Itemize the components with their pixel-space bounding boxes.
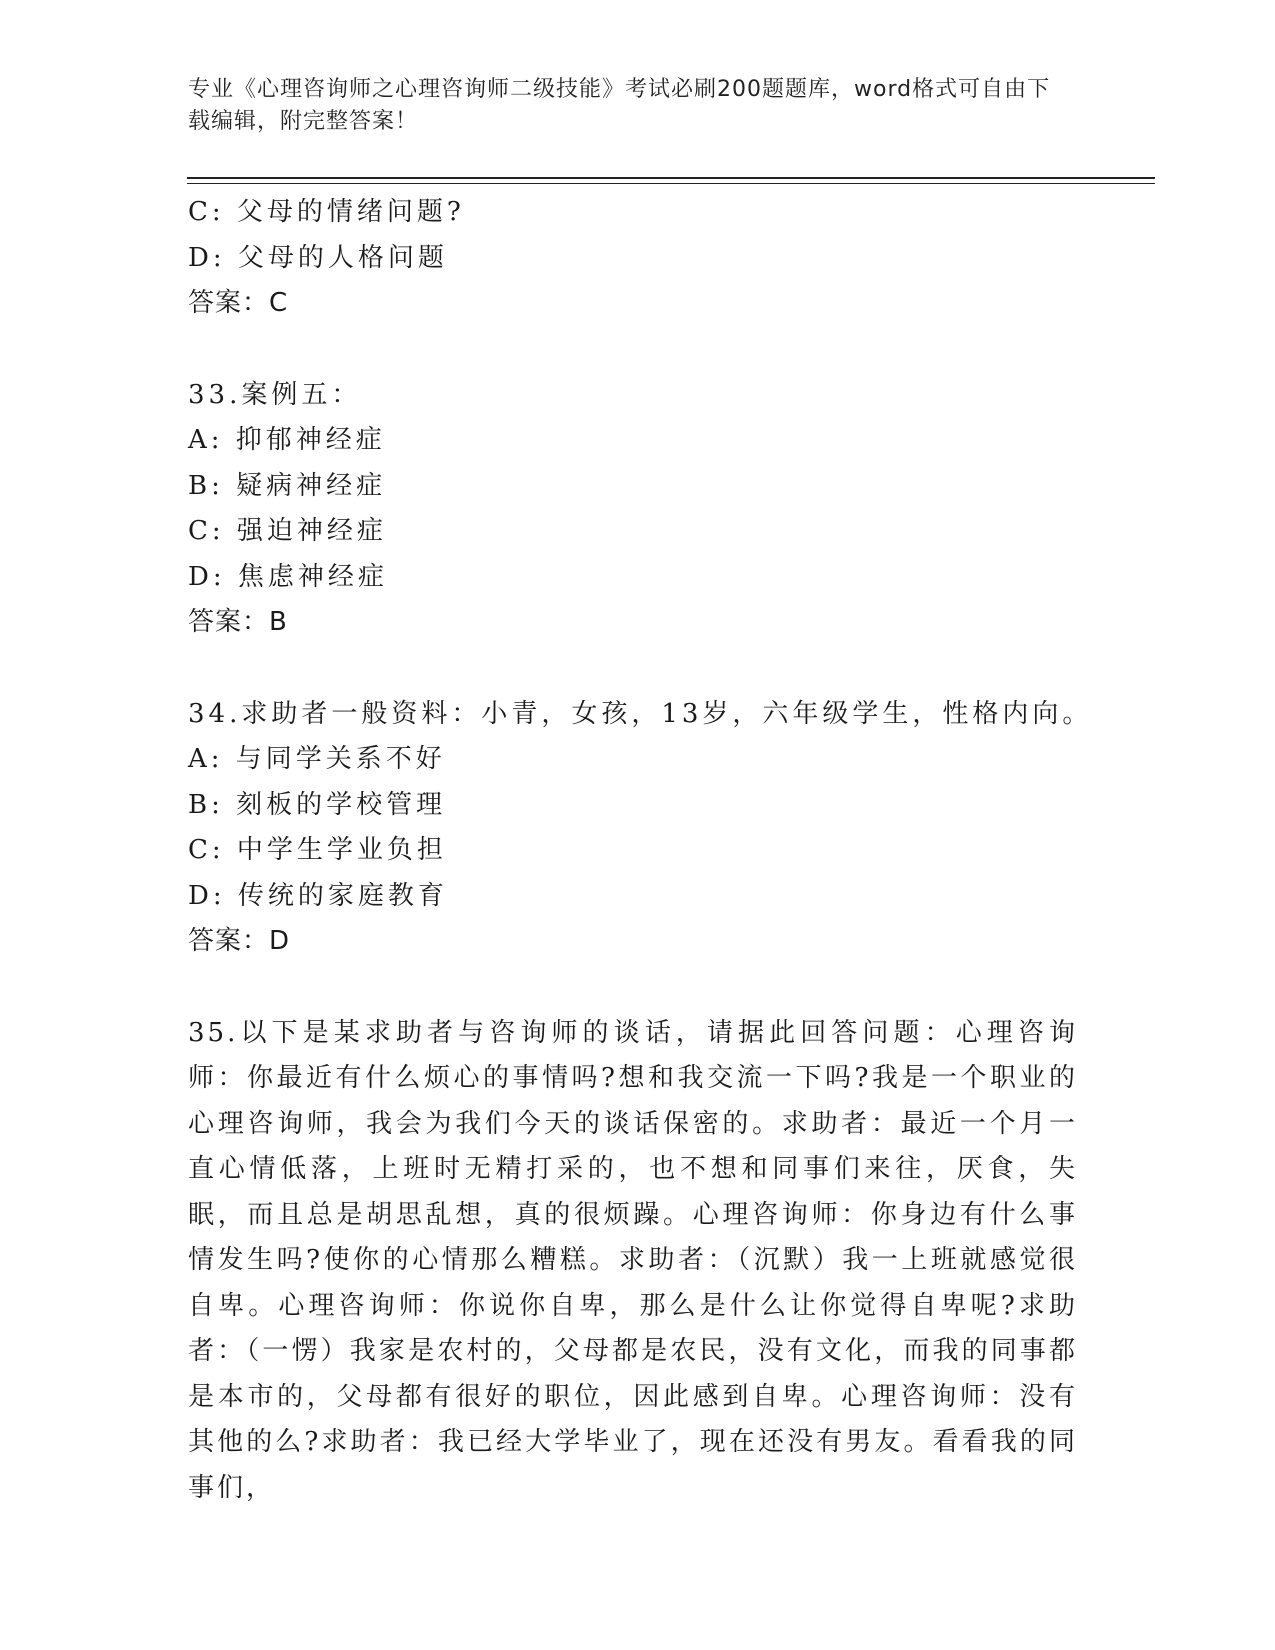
document-body (188, 190, 1093, 1511)
question-text: 35.以下是某求助者与咨询师的谈话，请据此回答问题：心理咨询师：你最近有什么烦心的事情吗?想和我交流一下吗?我是一个职业的心理咨询师，我会为我们今天的谈话保密的。求助者：最近一个月一直心情低落，上班时无精打采的，也不想和同事们来往，厌食，失眠，而且总是胡思乱想，真的很烦躁。心理咨询师：你身边有什么事情发生吗?使你的心情那么糟糕。求助者：（沉默）我一上班就感觉很自卑。心理咨询师：你说你自卑，那么是什么让你觉得自卑呢?求助者：（一愣）我家是农村的，父母都是农民，没有文化，而我的同事都是本市的，父母都有很好的职位，因此感到自卑。心理咨询师：没有其他的么?求助者：我已经大学毕业了，现在还没有男友。看看我的同事们， (188, 1017, 1078, 1503)
option-b: B: 刻板的学校管理 (188, 789, 447, 820)
option-d: D: 父母的人格问题 (188, 242, 448, 273)
answer-line: 答案：B (188, 607, 288, 637)
option-b: B: 疑病神经症 (188, 470, 387, 501)
block-spacer (188, 646, 1088, 692)
option-a: A: 抑郁神经症 (188, 425, 386, 455)
answer-line: 答案：D (188, 926, 291, 956)
header-rule-thick (187, 177, 1155, 179)
option-a: A: 与同学关系不好 (188, 744, 446, 774)
block-spacer (188, 327, 1088, 373)
question-block-prev (188, 190, 1088, 327)
question-text: 33.案例五： (188, 379, 362, 410)
option-c: C: 中学生学业负担 (188, 835, 447, 865)
option-c: C: 强迫神经症 (188, 516, 387, 546)
question-block-35 (188, 1011, 1088, 1512)
option-d: D: 传统的家庭教育 (188, 880, 448, 911)
option-c: C: 父母的情绪问题? (188, 197, 465, 227)
document-header: 专业《心理咨询师之心理咨询师二级技能》考试必刷200题题库，word格式可自由下载编辑，附完整答案！ (188, 77, 1051, 134)
header-rule-thin (187, 183, 1155, 184)
question-block-34 (188, 692, 1093, 965)
option-d: D: 焦虑神经症 (188, 561, 388, 592)
question-block-33 (188, 373, 1088, 646)
answer-line: 答案：C (188, 288, 289, 318)
question-text: 34.求助者一般资料：小青，女孩，13岁，六年级学生，性格内向。 (188, 698, 1093, 729)
block-spacer (188, 965, 1088, 1011)
